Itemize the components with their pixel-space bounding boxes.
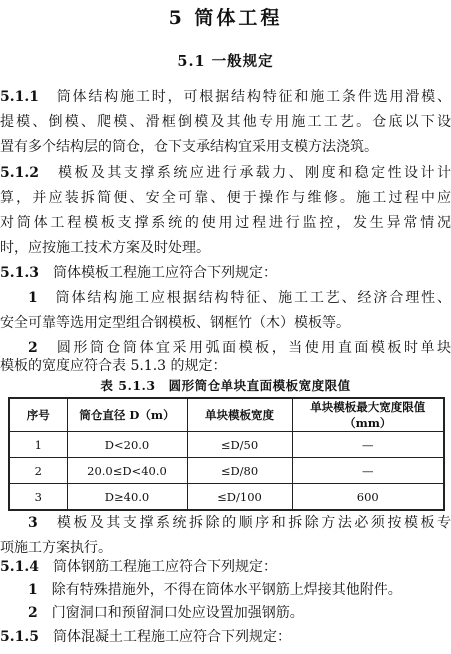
width-limit-table: [8, 397, 443, 511]
clause-5-1-3-line-1: 5.1.3 筒体模板工程施工应符合下列规定：: [0, 265, 277, 281]
table-cell: 20.0≤D<40.0: [67, 458, 187, 484]
table-header-row: [9, 398, 444, 432]
clause-number: 5.1.1: [0, 89, 39, 105]
table-cell: ≤D/100: [187, 484, 292, 511]
table-cell: 1: [9, 432, 67, 458]
table-cell: —: [292, 432, 444, 458]
section-title: 5.1 一般规定: [177, 53, 274, 70]
table-header-cell: 单块模板宽度: [187, 398, 292, 432]
item-5-1-3-3-line-2: 项施工方案执行。: [0, 540, 112, 556]
table-header-cell: 单块模板最大宽度限值（mm）: [292, 398, 444, 432]
clause-5-1-1-line-2: 提模、倒模、爬模、滑框倒模及其他专用施工工艺。仓底以下设: [0, 114, 451, 130]
item-5-1-3-1-line-2: 安全可靠等选用定型组合钢模板、钢框竹（木）模板等。: [0, 315, 350, 331]
clause-5-1-1-line-3: 置有多个结构层的筒仓，仓下支承结构宜采用支模方法浇筑。: [0, 139, 378, 155]
table-cell: 2: [9, 458, 67, 484]
chapter-title: 5 筒体工程: [168, 7, 283, 29]
clause-5-1-2-line-1: 5.1.2 模板及其支撑系统应进行承载力、刚度和稳定性设计计: [0, 165, 451, 181]
item-5-1-3-1-line-1: 1 筒体结构施工应根据结构特征、施工工艺、经济合理性、: [28, 290, 451, 306]
clause-5-1-5-line-1: 5.1.5 筒体混凝土工程施工应符合下列规定：: [0, 629, 291, 645]
table-header-cell: 序号: [9, 398, 67, 432]
table-header-cell: 筒仓直径 D（m）: [67, 398, 187, 432]
clause-5-1-4-line-1: 5.1.4 筒体钢筋工程施工应符合下列规定：: [0, 559, 277, 575]
table-cell: 3: [9, 484, 67, 511]
table-cell: D≥40.0: [67, 484, 187, 511]
clause-5-1-2-line-2: 算，并应装拆简便、安全可靠、便于操作与维修。施工过程中应: [0, 190, 451, 206]
table-cell: 600: [292, 484, 444, 511]
clause-number: 5.1.2: [0, 165, 39, 181]
item-5-1-4-2: 2 门窗洞口和预留洞口处应设置加强钢筋。: [28, 605, 304, 621]
clause-number: 5.1.4: [0, 559, 39, 575]
table-cell: —: [292, 458, 444, 484]
item-5-1-4-1: 1 除有特殊措施外，不得在筒体水平钢筋上焊接其他附件。: [28, 582, 402, 598]
table-row: [9, 432, 444, 458]
clause-5-1-1-line-1: 5.1.1 筒体结构施工时，可根据结构特征和施工条件选用滑模、: [0, 89, 451, 105]
item-5-1-3-2-line-2: 模板的宽度应符合表 5.1.3 的规定：: [0, 358, 227, 374]
table-row: [9, 484, 444, 511]
table-cell: ≤D/50: [187, 432, 292, 458]
clause-5-1-2-line-4: 时，应按施工技术方案及时处理。: [0, 240, 210, 256]
table-cell: D<20.0: [67, 432, 187, 458]
clause-5-1-2-line-3: 对筒体工程模板支撑系统的使用过程进行监控，发生异常情况: [0, 215, 451, 231]
clause-number: 5.1.5: [0, 629, 39, 645]
table-cell: ≤D/80: [187, 458, 292, 484]
item-5-1-3-2-line-1: 2 圆形筒仓筒体宜采用弧面模板，当使用直面模板时单块: [28, 340, 451, 356]
item-5-1-3-3-line-1: 3 模板及其支撑系统拆除的顺序和拆除方法必须按模板专: [28, 515, 451, 531]
clause-number: 5.1.3: [0, 265, 39, 281]
table-caption: 表 5.1.3 圆形筒仓单块直面模板宽度限值: [100, 378, 351, 393]
table-row: [9, 458, 444, 484]
